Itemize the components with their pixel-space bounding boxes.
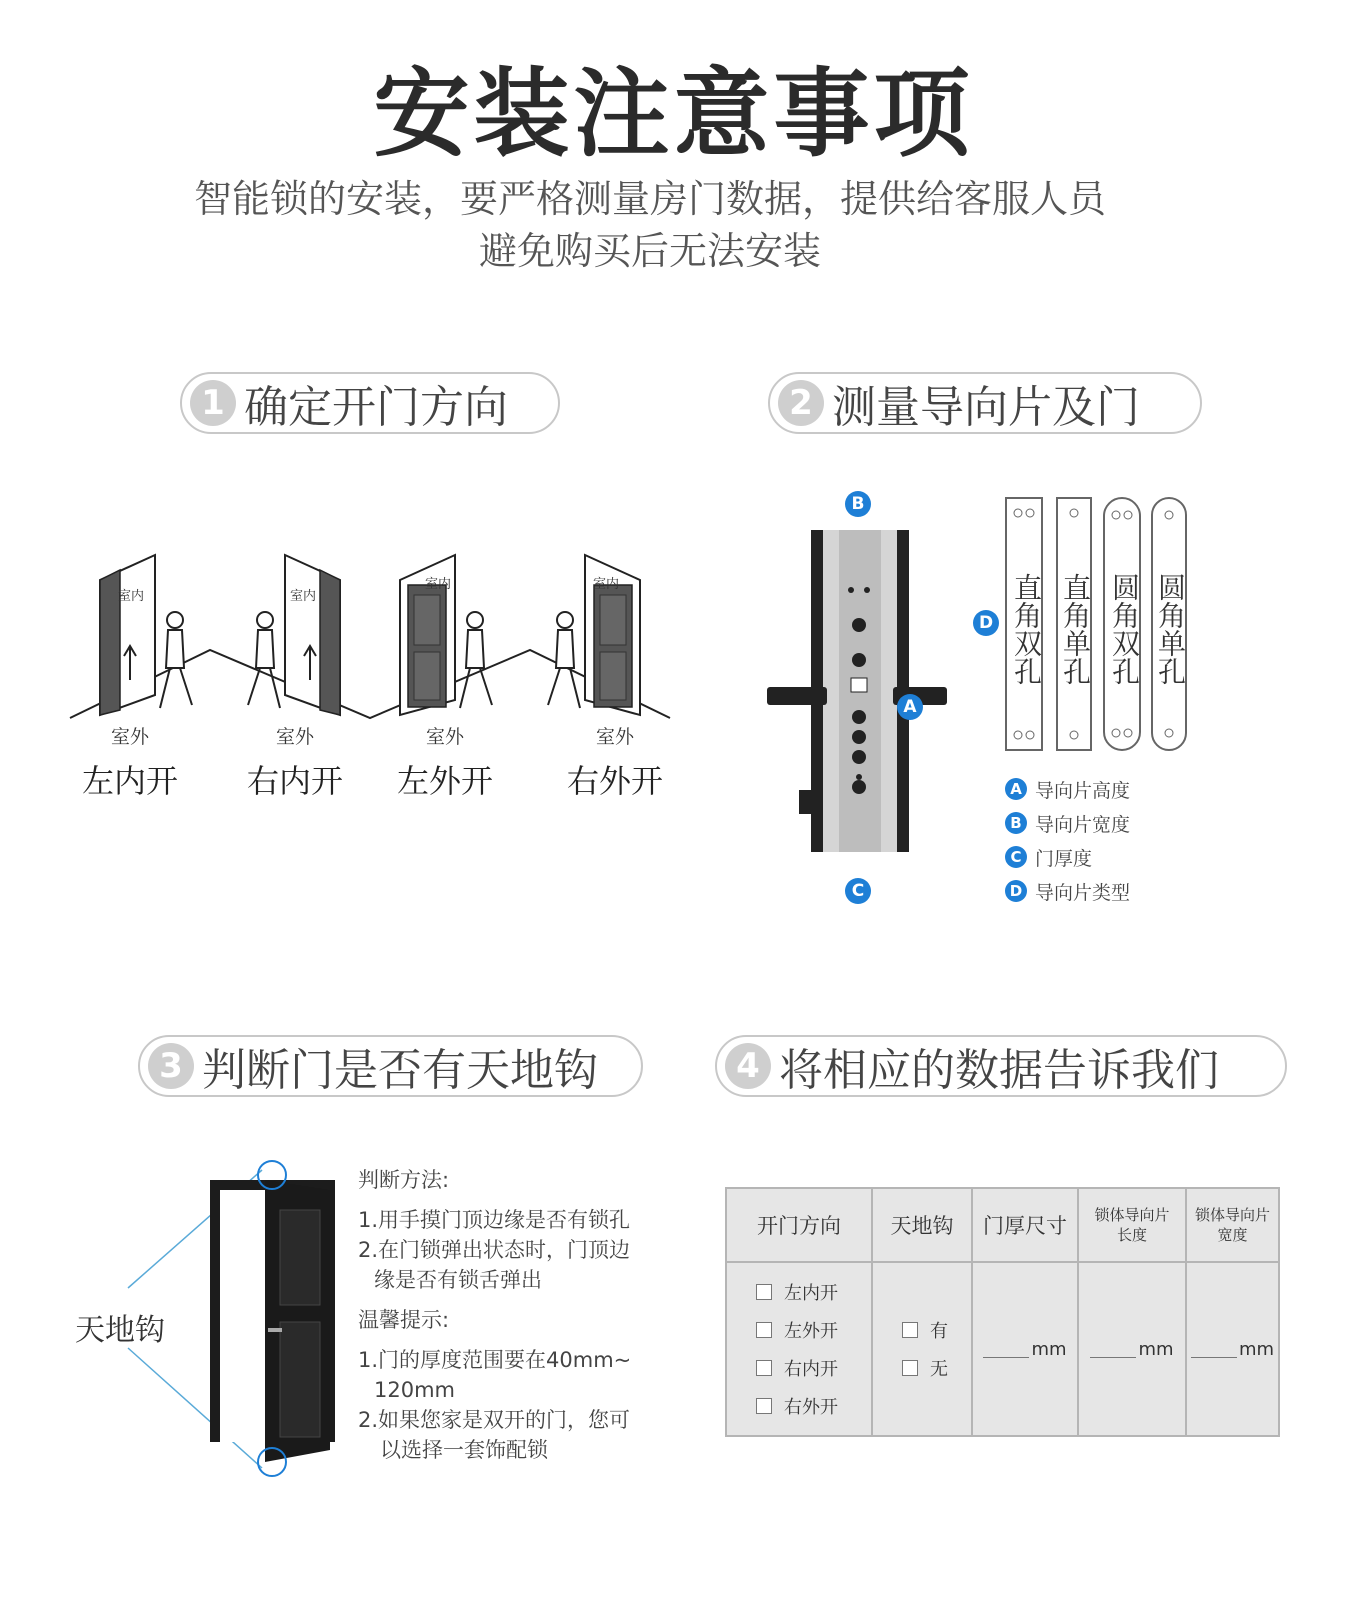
- checkbox-icon[interactable]: [756, 1322, 772, 1338]
- door-2-type-label: 右内开: [246, 762, 343, 800]
- section-1-label: 确定开门方向: [244, 382, 508, 433]
- method-2b: 缘是否有锁舌弹出: [374, 1268, 542, 1292]
- length-unit: mm: [1138, 1338, 1174, 1360]
- legend-row-d: [1005, 874, 1130, 908]
- checkbox-icon[interactable]: [756, 1360, 772, 1376]
- legend-text-d: 导向片类型: [1035, 881, 1131, 904]
- door-1-type-label: 左内开: [81, 762, 178, 800]
- legend-badge-b: B: [1005, 812, 1027, 834]
- strip-square-double: [1005, 497, 1043, 751]
- hook-notes: [358, 1165, 698, 1465]
- door-right-inward-icon: [285, 555, 340, 715]
- option-right-outward[interactable]: 右外开: [728, 1387, 870, 1425]
- hook-label: 天地钩: [75, 1313, 165, 1348]
- door-3-outside-label: 室外: [425, 726, 464, 748]
- strip-square-single: [1056, 497, 1092, 751]
- legend-badge-a: A: [1005, 778, 1027, 800]
- section-4-heading: [715, 1035, 1287, 1097]
- direction-options: [726, 1262, 872, 1436]
- door-left-inward-icon: [100, 555, 155, 715]
- door-3-inside-label: 室内: [425, 577, 452, 592]
- option-left-inward[interactable]: 左内开: [728, 1273, 870, 1311]
- door-4-outside-label: 室外: [595, 726, 634, 748]
- strip-1-label: 直角双孔: [1010, 573, 1043, 685]
- marker-b: B: [845, 491, 871, 517]
- section-3-heading: [138, 1035, 643, 1097]
- marker-c: C: [845, 878, 871, 904]
- lock-legend: [1005, 772, 1130, 908]
- strip-round-double: [1103, 497, 1141, 751]
- strip-4-label: 圆角单孔: [1154, 573, 1187, 685]
- legend-row-b: [1005, 806, 1130, 840]
- section-3-label: 判断门是否有天地钩: [202, 1045, 598, 1096]
- option-right-inward[interactable]: 右内开: [728, 1349, 870, 1387]
- hook-options: [872, 1262, 972, 1436]
- thickness-field[interactable]: [972, 1262, 1078, 1436]
- header-faceplate-width-1: 锁体导向片: [1194, 1206, 1270, 1224]
- tip-1b: 120mm: [374, 1378, 455, 1402]
- page-title: 安装注意事项: [373, 58, 974, 170]
- person-icon-2: [248, 612, 280, 708]
- door-2-outside-label: 室外: [275, 726, 314, 748]
- header-faceplate-width-2: 宽度: [1217, 1226, 1248, 1244]
- method-1: 1.用手摸门顶边缘是否有锁孔: [358, 1208, 631, 1232]
- marker-d: D: [973, 610, 999, 636]
- door-1-inside-label: 室内: [118, 589, 145, 604]
- header-faceplate-length-2: 长度: [1116, 1226, 1147, 1244]
- legend-text-a: 导向片高度: [1035, 779, 1131, 802]
- width-unit: mm: [1238, 1338, 1275, 1360]
- checkbox-icon[interactable]: [756, 1398, 772, 1414]
- header-faceplate-length: [1078, 1188, 1186, 1262]
- strip-round-single: [1151, 497, 1187, 751]
- legend-badge-d: D: [1005, 880, 1027, 902]
- legend-badge-c: C: [1005, 846, 1027, 868]
- faceplate-width-field[interactable]: [1186, 1262, 1279, 1436]
- door-1-outside-label: 室外: [110, 726, 149, 748]
- subtitle-line-1: 智能锁的安装，要严格测量房门数据，提供给客服人员: [193, 177, 1106, 221]
- step-3-icon: 3: [148, 1043, 194, 1089]
- header-hook: 天地钩: [872, 1188, 972, 1262]
- step-2-icon: 2: [778, 380, 824, 426]
- section-4-label: 将相应的数据告诉我们: [779, 1045, 1219, 1096]
- door-4-type-label: 右外开: [566, 762, 663, 800]
- section-1-heading: [180, 372, 560, 434]
- legend-row-a: [1005, 772, 1130, 806]
- data-table: [725, 1187, 1280, 1437]
- section-2-label: 测量导向片及门: [832, 382, 1140, 433]
- marker-a: A: [897, 694, 923, 720]
- subtitle-line-2: 避免购买后无法安装: [478, 229, 821, 273]
- step-1-icon: 1: [190, 380, 236, 426]
- section-2-heading: [768, 372, 1202, 434]
- door-3-type-label: 左外开: [396, 762, 493, 800]
- option-left-outward[interactable]: 左外开: [728, 1311, 870, 1349]
- option-hook-no[interactable]: 无: [874, 1349, 970, 1387]
- door-2-inside-label: 室内: [290, 589, 317, 604]
- checkbox-icon[interactable]: [902, 1360, 918, 1376]
- legend-text-c: 门厚度: [1035, 847, 1093, 870]
- strip-3-label: 圆角双孔: [1108, 573, 1141, 685]
- checkbox-icon[interactable]: [756, 1284, 772, 1300]
- tip-2a: 2.如果您家是双开的门，您可: [358, 1408, 631, 1432]
- thickness-unit: mm: [1031, 1338, 1067, 1360]
- lock-body-illustration: [765, 525, 955, 855]
- legend-text-b: 导向片宽度: [1035, 813, 1131, 836]
- option-hook-yes[interactable]: 有: [874, 1311, 970, 1349]
- tips-title: 温馨提示:: [358, 1308, 450, 1332]
- method-title: 判断方法:: [358, 1168, 450, 1192]
- tip-1a: 1.门的厚度范围要在40mm~: [358, 1348, 632, 1372]
- header-thickness: 门厚尺寸: [972, 1188, 1078, 1262]
- person-icon-3: [460, 612, 492, 708]
- header-direction: 开门方向: [726, 1188, 872, 1262]
- faceplate-length-field[interactable]: [1078, 1262, 1186, 1436]
- door-4-inside-label: 室内: [593, 577, 620, 592]
- strip-2-label: 直角单孔: [1059, 573, 1092, 685]
- method-2a: 2.在门锁弹出状态时，门顶边: [358, 1238, 631, 1262]
- header-faceplate-width: [1186, 1188, 1279, 1262]
- header-faceplate-length-1: 锁体导向片: [1094, 1206, 1170, 1224]
- door-directions-illustration: [60, 540, 700, 730]
- legend-row-c: [1005, 840, 1130, 874]
- tip-2b: 以选择一套饰配锁: [380, 1438, 548, 1462]
- step-4-icon: 4: [725, 1043, 771, 1089]
- checkbox-icon[interactable]: [902, 1322, 918, 1338]
